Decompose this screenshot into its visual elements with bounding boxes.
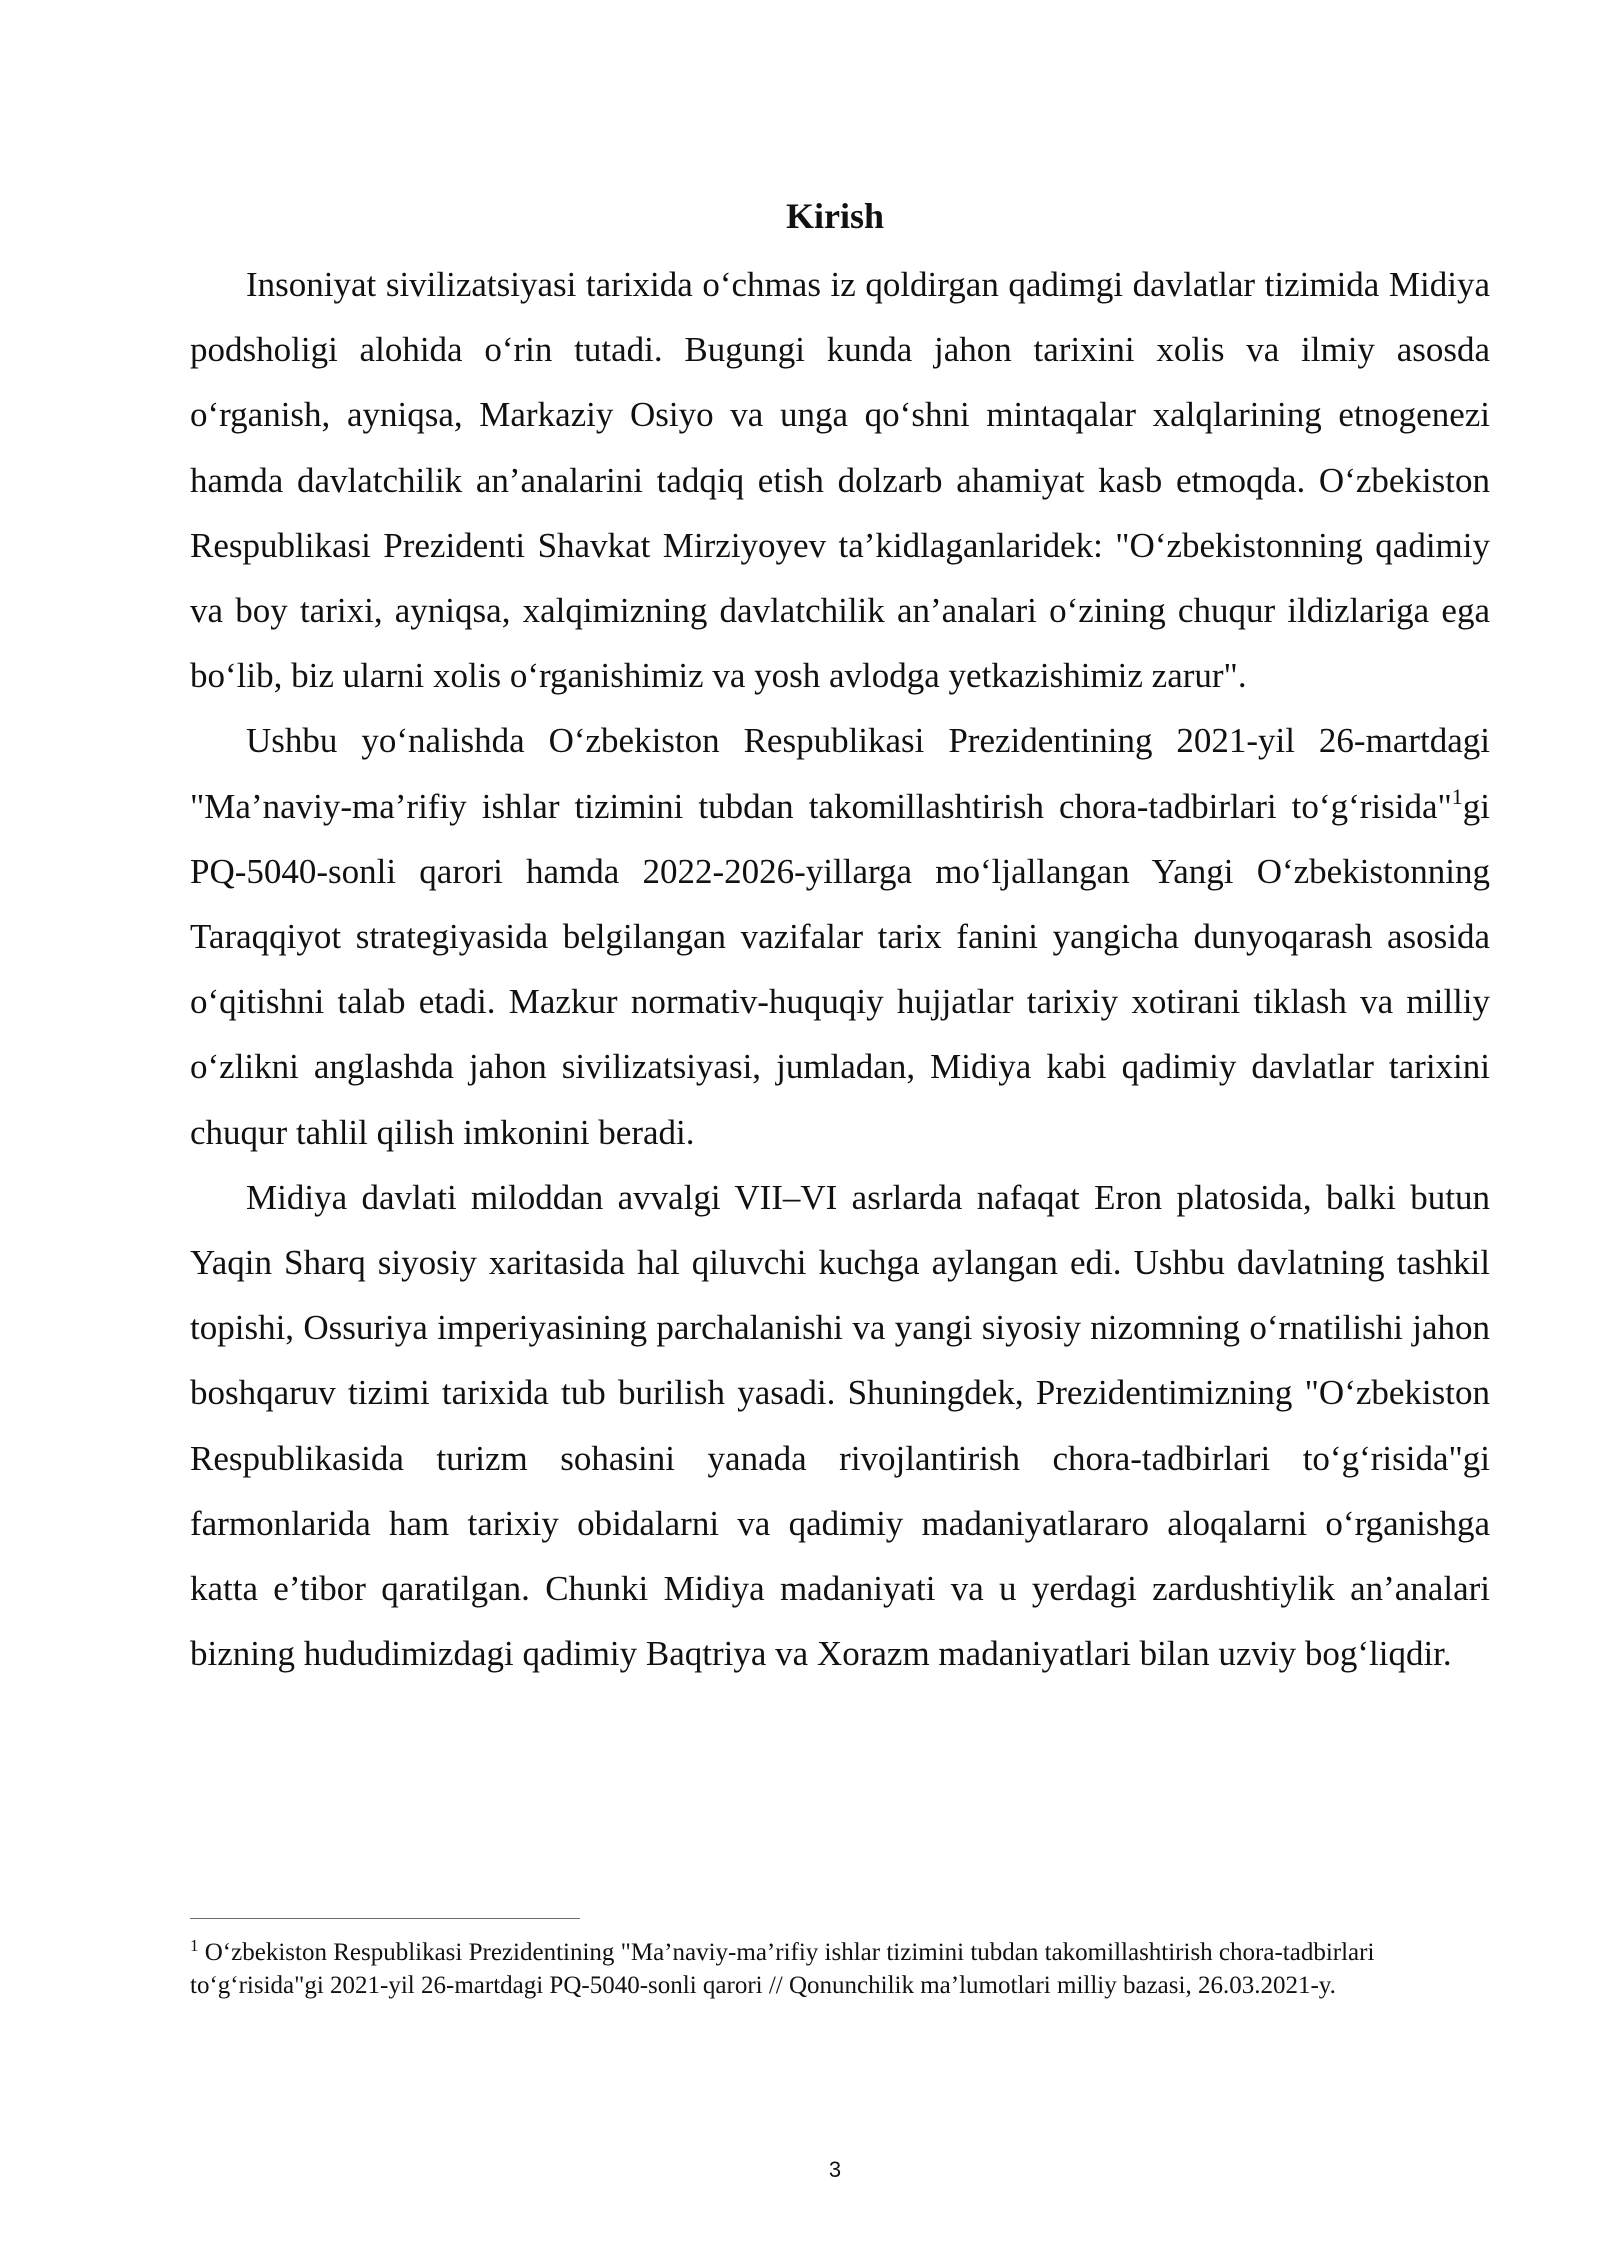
paragraph-midiya-state: Midiya davlati miloddan avvalgi VII–VI asrlarda nafaqat Eron platosida, balki butun Yaqin Sharq siyosiy xaritasida hal qiluvchi kuchga aylangan edi. Ushbu davlatning tashkil topishi, Ossuriya imperiyasining parchalanishi va yangi siyosiy nizomning o‘rnatilishi jahon boshqaruv tizimi tarixida tub burilish yasadi. Shuningdek, Prezidentimizning "O‘zbekiston Respublikasida turizm sohasini yanada rivojlantirish chora-tadbirlari to‘g‘risida"gi farmonlarida ham tarixiy obidalarni va qadimiy madaniyatlararo aloqalarni o‘rganishga katta e’tibor qaratilgan. Chunki Midiya madaniyati va u yerdagi zardushtiylik an’analari bizning hududimizdagi qadimiy Baqtriya va Xorazm madaniyatlari bilan uzviy bog‘liqdir. bbox=[190, 1177, 1490, 1674]
paragraph-text-before-footnote: Ushbu yo‘nalishda O‘zbekiston Respublikasi Prezidentining 2021-yil 26-martdagi "Ma’naviy-ma’rifiy ishlar tizimini tubdan takomillashtirish chora-tadbirlari to‘g‘risida" bbox=[190, 721, 1490, 826]
page-number: 3 bbox=[828, 2157, 842, 2182]
footnote-separator bbox=[190, 1918, 580, 1919]
footnote-mark: 1 bbox=[190, 1936, 199, 1955]
section-heading: Kirish bbox=[785, 196, 884, 236]
footnote-reference: 1 bbox=[1451, 783, 1463, 809]
footnote-text: O‘zbekiston Respublikasi Prezidentining "Ma’naviy-ma’rifiy ishlar tizimini tubdan takomillashtirish chora-tadbirlari to‘g‘risida"gi 2021-yil 26-martdagi PQ-5040-sonli qarori // Qonunchilik ma’lumotlari milliy bazasi, 26.03.2021-y. bbox=[190, 1939, 1375, 1999]
paragraph-normative-documents bbox=[190, 708, 1490, 1164]
paragraph-introduction: Insoniyat sivilizatsiyasi tarixida o‘chmas iz qoldirgan qadimgi davlatlar tizimida Midiya podsholigi alohida o‘rin tutadi. Bugungi kunda jahon tarixini xolis va ilmiy asosda o‘rganish, ayniqsa, Markaziy Osiyo va unga qo‘shni mintaqalar xalqlarining etnogenezi hamda davlatchilik an’analarini tadqiq etish dolzarb ahamiyat kasb etmoqda. O‘zbekiston Respublikasi Prezidenti Shavkat Mirziyoyev ta’kidlaganlaridek: "O‘zbekistonning qadimiy va boy tarixi, ayniqsa, xalqimizning davlatchilik an’analari o‘zining chuqur ildizlariga ega bo‘lib, biz ularni xolis o‘rganishimiz va yosh avlodga yetkazishimiz zarur". bbox=[190, 265, 1490, 696]
paragraph-text-after-footnote: gi PQ-5040-sonli qarori hamda 2022-2026-yillarga mo‘ljallangan Yangi O‘zbekistonning Taraqqiyot strategiyasida belgilangan vazifalar tarix fanini yangicha dunyoqarash asosida o‘qitishni talab etadi. Mazkur normativ-huquqiy hujjatlar tarixiy xotirani tiklash va milliy o‘zlikni anglashda jahon sivilizatsiyasi, jumladan, Midiya kabi qadimiy davlatlar tarixini chuqur tahlil qilish imkonini beradi. bbox=[190, 786, 1490, 1152]
footnote bbox=[190, 1936, 1490, 2002]
body-text bbox=[190, 252, 1490, 1686]
